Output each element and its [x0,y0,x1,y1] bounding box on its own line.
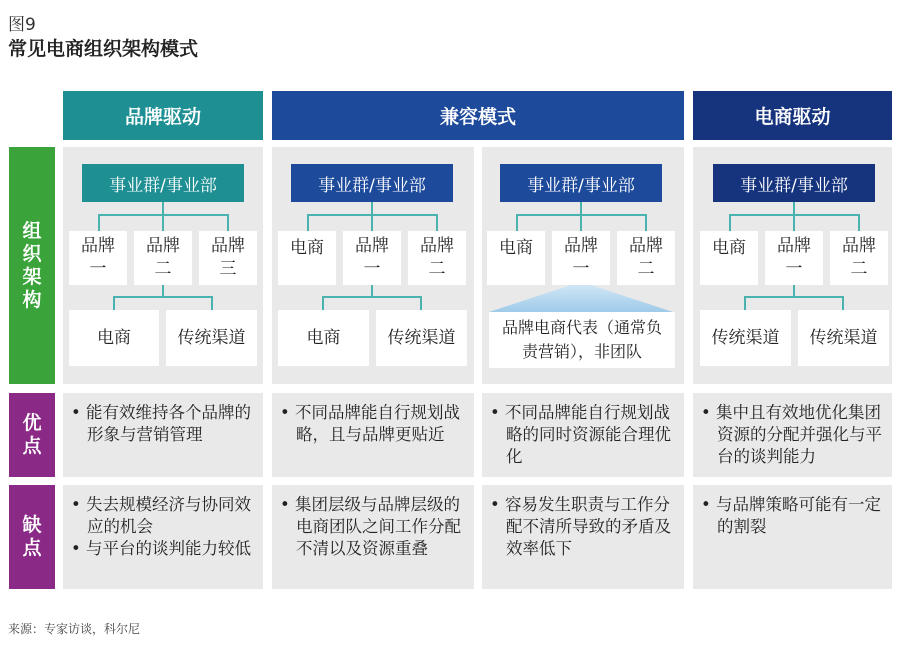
connector-line [744,296,746,310]
org-node-brand-2: 品牌二 [134,231,192,285]
cons-cell-brand-driven [63,485,263,589]
row-label-org: 组织架构 [9,147,55,384]
connector-line [842,296,844,310]
connector-line [645,214,647,231]
bullet-item: • 与平台的谈判能力较低 [71,539,251,558]
figure-title: 常见电商组织架构模式 [8,38,199,60]
cons-cell-compatible-b [482,485,684,589]
connector-line [211,296,213,310]
org-top-box: 事业群/事业部 [500,164,662,202]
cons-cell-ecom-driven [693,485,892,589]
connector-line [516,214,518,231]
bullet-item: • 集团层级与品牌层级的电商团队之间工作分配不清以及资源重叠 [280,495,461,558]
connector-line [227,214,229,231]
connector-line [420,296,422,310]
connector-line [113,296,115,310]
org-node-traditional-channel: 传统渠道 [166,310,257,366]
org-node-brand-2: 品牌二 [408,231,466,285]
connector-line [322,296,421,298]
bullet-item: • 失去规模经济与协同效应的机会 [71,495,251,536]
org-top-box: 事业群/事业部 [291,164,453,202]
connector-line [436,214,438,231]
org-node-ecommerce: 电商 [278,231,336,285]
org-node-brand-1: 品牌一 [343,231,401,285]
org-node-ecommerce: 电商 [487,231,545,285]
connector-line [793,214,795,231]
cons-cell-compatible-a [272,485,474,589]
column-header-compatible-mode: 兼容模式 [272,91,684,140]
org-node-brand-1: 品牌一 [765,231,823,285]
org-node-ecommerce: 电商 [700,231,758,285]
brand-ecom-representative-note: 品牌电商代表（通常负责营销），非团队 [489,312,675,368]
connector-line [371,214,373,231]
pros-cell-ecom-driven [693,393,892,477]
bullet-item: • 不同品牌能自行规划战略的同时资源能合理优化 [490,403,671,466]
connector-line [729,214,731,231]
connector-line [162,214,164,231]
bullet-item: • 与品牌策略可能有一定的割裂 [701,495,881,536]
spotlight-shape [487,285,675,312]
org-node-traditional-channel: 传统渠道 [700,310,791,366]
connector-line [744,296,843,298]
source-note: 来源：专家访谈，科尔尼 [8,622,141,636]
org-node-ecommerce: 电商 [278,310,369,366]
row-label-pros: 优点 [9,393,55,477]
pros-cell-brand-driven [63,393,263,477]
org-node-traditional-channel: 传统渠道 [798,310,889,366]
connector-line [113,296,212,298]
connector-line [322,296,324,310]
connector-line [307,214,309,231]
connector-line [580,214,582,231]
bullet-item: • 能有效维持各个品牌的形象与营销管理 [71,403,251,444]
pros-cell-compatible-a [272,393,474,477]
org-node-traditional-channel: 传统渠道 [376,310,467,366]
column-header-ecom-driven: 电商驱动 [693,91,892,140]
org-node-brand-2: 品牌二 [830,231,888,285]
org-node-brand-1: 品牌一 [552,231,610,285]
figure-number: 图9 [8,15,36,35]
org-node-ecommerce: 电商 [69,310,159,366]
column-header-brand-driven: 品牌驱动 [63,91,263,140]
connector-line [858,214,860,231]
org-node-brand-2: 品牌二 [617,231,675,285]
org-top-box: 事业群/事业部 [82,164,244,202]
bullet-item: • 容易发生职责与工作分配不清所导致的矛盾及效率低下 [490,495,671,558]
org-node-brand-1: 品牌一 [69,231,127,285]
pros-cell-compatible-b [482,393,684,477]
bullet-item: • 集中且有效地优化集团资源的分配并强化与平台的谈判能力 [701,403,882,466]
row-label-cons: 缺点 [9,485,55,589]
org-top-box: 事业群/事业部 [713,164,875,202]
org-node-brand-3: 品牌三 [199,231,257,285]
bullet-item: • 不同品牌能自行规划战略，且与品牌更贴近 [280,403,460,444]
connector-line [98,214,100,231]
